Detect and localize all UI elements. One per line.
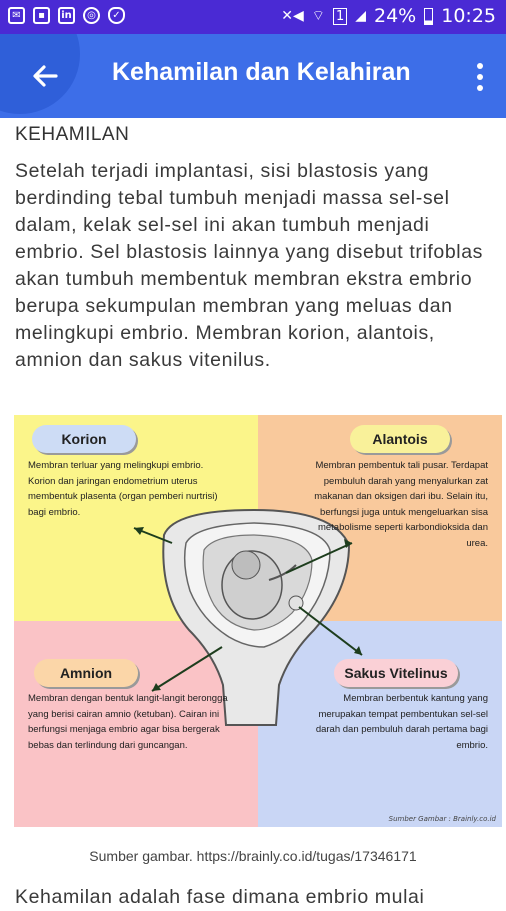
notification-icons — [8, 7, 125, 24]
membrane-figure — [14, 415, 502, 827]
battery-percent: 24% — [374, 5, 417, 27]
amnion-description: Membran dengan bentuk langit-langit berongga yang berisi cairan amnio (ketuban). Cairan ini berfungsi menjaga embrio agar bisa bergerak bebas dan terlindung dari guncangan. — [28, 693, 228, 751]
chrome-icon: ◎ — [83, 7, 100, 24]
shield-icon: ✓ — [108, 7, 125, 24]
alantois-description: Membran pembentuk tali pusar. Terdapat pembuluh darah yang menyalurkan zat makanan dan oksigen dari ibu. Selain itu, berfungsi juga untuk mengeluarkan sisa metabolisme seperti karbondioksida dan urea. — [314, 460, 488, 549]
sakus-vitelinus-description: Membran berbentuk kantung yang merupakan tempat pembentukan sel-sel darah dan pembuluh darah pertama bagi embrio. — [315, 693, 488, 751]
article-content[interactable] — [0, 118, 506, 908]
image-icon: ▪ — [33, 7, 50, 24]
next-paragraph: Kehamilan adalah fase dimana embrio mulai — [15, 886, 425, 908]
mute-icon: ✕◀ — [281, 8, 304, 24]
section-heading: KEHAMILAN — [15, 124, 130, 145]
amnion-label: Amnion — [34, 659, 138, 687]
alantois-label: Alantois — [350, 425, 450, 453]
linkedin-icon: in — [58, 7, 75, 24]
system-icons — [281, 5, 496, 27]
clock: 10:25 — [441, 5, 496, 27]
signal-icon: ◢ — [355, 8, 366, 24]
korion-label: Korion — [32, 425, 136, 453]
page-title: Kehamilan dan Kelahiran — [112, 58, 411, 86]
korion-description: Membran terluar yang melingkupi embrio. Korion dan jaringan endometrium uterus membentuk plasenta (organ pemberi nurtrisi) bagi embrio. — [28, 460, 218, 518]
image-source-caption[interactable]: Sumber gambar. https://brainly.co.id/tugas/17346171 — [89, 848, 417, 864]
battery-icon — [424, 8, 433, 25]
wifi-icon: ⌔ — [311, 8, 325, 24]
sakus-vitelinus-label: Sakus Vitelinus — [334, 659, 458, 687]
app-bar — [0, 34, 506, 118]
figure-credit: Sumber Gambar : Brainly.co.id — [388, 815, 496, 823]
status-bar — [0, 0, 506, 34]
back-arrow-icon[interactable] — [26, 56, 66, 96]
sim-icon: 1 — [333, 8, 347, 25]
more-options-icon[interactable] — [472, 60, 488, 94]
section-paragraph: Setelah terjadi implantasi, sisi blastosis yang berdinding tebal tumbuh menjadi massa sel-sel dalam, kelak sel-sel ini akan tumbuh menjadi embrio. Sel blastosis lainnya yang disebut trifoblas akan tumbuh membentuk membran ekstra embrio berupa sekumpulan membran yang meluas dan melingkupi embrio. Membran korion, alantois, amnion dan sakus vitenilus. — [15, 160, 484, 371]
mail-icon: ✉ — [8, 7, 25, 24]
